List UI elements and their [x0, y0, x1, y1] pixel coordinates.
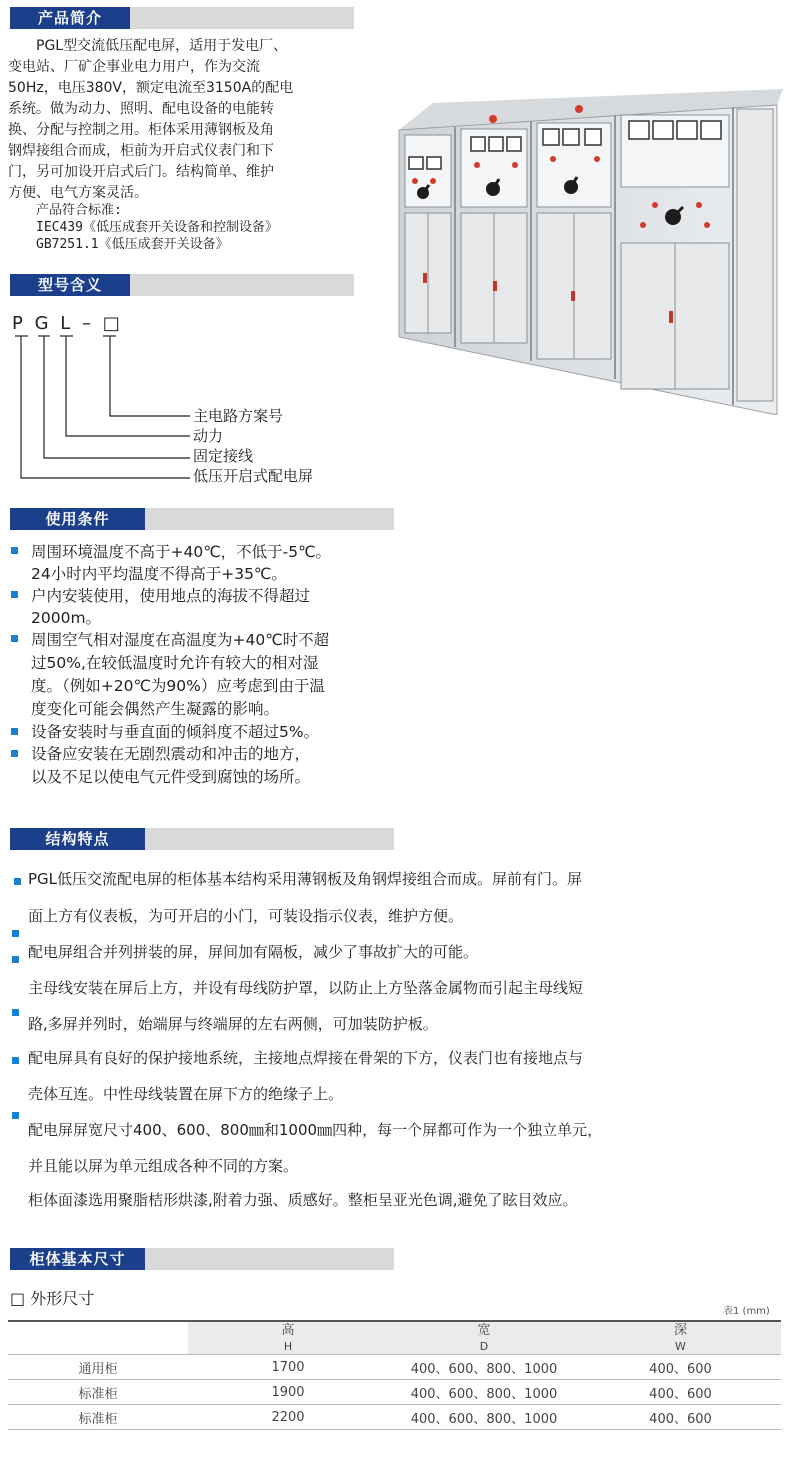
- section-title-conditions: 使用条件: [10, 508, 145, 530]
- structure-text: PGL低压交流配电屏的柜体基本结构采用薄钢板及角钢焊接组合而成。屏前有门。屏: [28, 870, 583, 888]
- structure-text: 路,多屏并列时，始端屏与终端屏的左右两侧，可加装防护板。: [28, 1015, 438, 1033]
- condition-text: 度。（例如+20℃为90%）应考虑到由于温: [31, 677, 325, 695]
- model-code: P G L – □: [12, 313, 123, 334]
- intro-line: 系统。做为动力、照明、配电设备的电能转: [8, 101, 274, 117]
- model-label: 动力: [193, 427, 224, 445]
- cabinet-width: 400、600、800、1000: [388, 1355, 580, 1380]
- section-header-model: [10, 274, 354, 296]
- header-blank: [8, 1322, 188, 1340]
- intro-line: PGL型交流低压配电屏，适用于发电厂、: [36, 38, 288, 54]
- cabinet-height: 1900: [188, 1380, 388, 1405]
- condition-text: 周围环境温度不高于+40℃，不低于-5℃。: [31, 543, 331, 561]
- cabinet-type: 通用柜: [8, 1355, 188, 1380]
- bullet-icon: [11, 635, 18, 642]
- table-row: [8, 1355, 781, 1380]
- condition-text: 设备安装时与垂直面的倾斜度不超过5%。: [31, 723, 320, 741]
- section-header-conditions: [10, 508, 394, 530]
- cabinet-height: 2200: [188, 1405, 388, 1430]
- bullet-icon: [12, 956, 19, 963]
- intro-line: 门，另可加设开启式后门。结构简单、维护: [8, 164, 274, 180]
- condition-text: 24小时内平均温度不得高于+35℃。: [31, 565, 287, 583]
- cabinet-depth: 400、600: [580, 1405, 781, 1430]
- section-title-structure: 结构特点: [10, 828, 145, 850]
- table-row: [8, 1380, 781, 1405]
- structure-text: 配电屏屏宽尺寸400、600、800㎜和1000㎜四种，每一个屏都可作为一个独立单元，: [28, 1121, 603, 1139]
- intro-line: 方便、电气方案灵活。: [8, 185, 148, 201]
- section-title-intro: 产品简介: [10, 7, 130, 29]
- condition-text: 以及不足以使电气元件受到腐蚀的场所。: [31, 768, 311, 786]
- unit-note: 表1 (mm): [723, 1306, 770, 1317]
- header-depth: 深: [580, 1322, 781, 1340]
- bullet-icon: [11, 591, 18, 598]
- structure-text: 配电屏组合并列拼装的屏，屏间加有隔板，减少了事故扩大的可能。: [28, 943, 479, 961]
- header-width: 宽: [388, 1322, 580, 1340]
- condition-text: 周围空气相对湿度在高温度为+40℃时不超: [31, 631, 330, 649]
- bullet-icon: [12, 930, 19, 937]
- structure-text: 柜体面漆选用聚脂桔形烘漆,附着力强、质感好。整柜呈亚光色调,避免了眩目效应。: [28, 1191, 578, 1209]
- structure-text: 配电屏具有良好的保护接地系统，主接地点焊接在骨架的下方，仪表门也有接地点与: [28, 1049, 584, 1067]
- cabinet-type: 标准柜: [8, 1405, 188, 1430]
- cabinet-type: 标准柜: [8, 1380, 188, 1405]
- cabinet-width: 400、600、800、1000: [388, 1380, 580, 1405]
- header-width-code: D: [388, 1340, 580, 1355]
- structure-text: 面上方有仪表板，为可开启的小门，可装设指示仪表，维护方便。: [28, 907, 464, 925]
- condition-text: 2000m。: [31, 609, 102, 627]
- section-title-dimensions: 柜体基本尺寸: [10, 1248, 145, 1270]
- cabinet-photo: [393, 85, 785, 415]
- header-depth-code: W: [580, 1340, 781, 1355]
- cabinet-depth: 400、600: [580, 1355, 781, 1380]
- bullet-icon: [12, 1009, 19, 1016]
- cabinet-depth: 400、600: [580, 1380, 781, 1405]
- intro-line: 变电站、厂矿企事业电力用户，作为交流: [8, 59, 260, 75]
- intro-line: 换、分配与控制之用。柜体采用薄钢板及角: [8, 122, 274, 138]
- bullet-icon: [11, 728, 18, 735]
- section-header-intro: [10, 7, 354, 29]
- standards-title: 产品符合标准:: [36, 203, 122, 218]
- bullet-icon: [11, 547, 18, 554]
- section-title-model: 型号含义: [10, 274, 130, 296]
- bullet-icon: [12, 1112, 19, 1119]
- header-height: 高: [188, 1322, 388, 1340]
- header-height-code: H: [188, 1340, 388, 1355]
- intro-line: 钢焊接组合而成，柜前为开启式仪表门和下: [8, 143, 274, 159]
- structure-text: 壳体互连。中性母线装置在屏下方的绝缘子上。: [28, 1085, 344, 1103]
- model-label: 低压开启式配电屏: [193, 467, 314, 485]
- section-header-structure: [10, 828, 394, 850]
- standard-item: IEC439《低压成套开关设备和控制设备》: [36, 220, 278, 235]
- bullet-icon: [11, 750, 18, 757]
- condition-text: 过50%,在较低温度时允许有较大的相对湿: [31, 654, 319, 672]
- dimensions-subtitle: □ 外形尺寸: [10, 1289, 95, 1308]
- model-label: 主电路方案号: [193, 407, 284, 425]
- condition-text: 设备应安装在无剧烈震动和冲击的地方，: [31, 745, 311, 763]
- section-header-dimensions: [10, 1248, 394, 1270]
- bullet-icon: [12, 1057, 19, 1064]
- condition-text: 户内安装使用，使用地点的海拔不得超过: [31, 587, 311, 605]
- dimensions-table: [8, 1322, 781, 1430]
- bullet-icon: [14, 878, 21, 885]
- cabinet-width: 400、600、800、1000: [388, 1405, 580, 1430]
- condition-text: 度变化可能会偶然产生凝露的影响。: [31, 700, 280, 718]
- structure-text: 并且能以屏为单元组成各种不同的方案。: [28, 1157, 299, 1175]
- header-blank: [8, 1340, 188, 1355]
- table-row: [8, 1405, 781, 1430]
- structure-text: 主母线安装在屏后上方，并设有母线防护罩，以防止上方坠落金属物而引起主母线短: [28, 979, 584, 997]
- intro-line: 50Hz，电压380V，额定电流至3150A的配电: [8, 80, 294, 96]
- cabinet-height: 1700: [188, 1355, 388, 1380]
- model-label: 固定接线: [193, 447, 254, 465]
- model-legend-lines: [0, 330, 200, 490]
- standard-item: GB7251.1《低压成套开关设备》: [36, 237, 229, 252]
